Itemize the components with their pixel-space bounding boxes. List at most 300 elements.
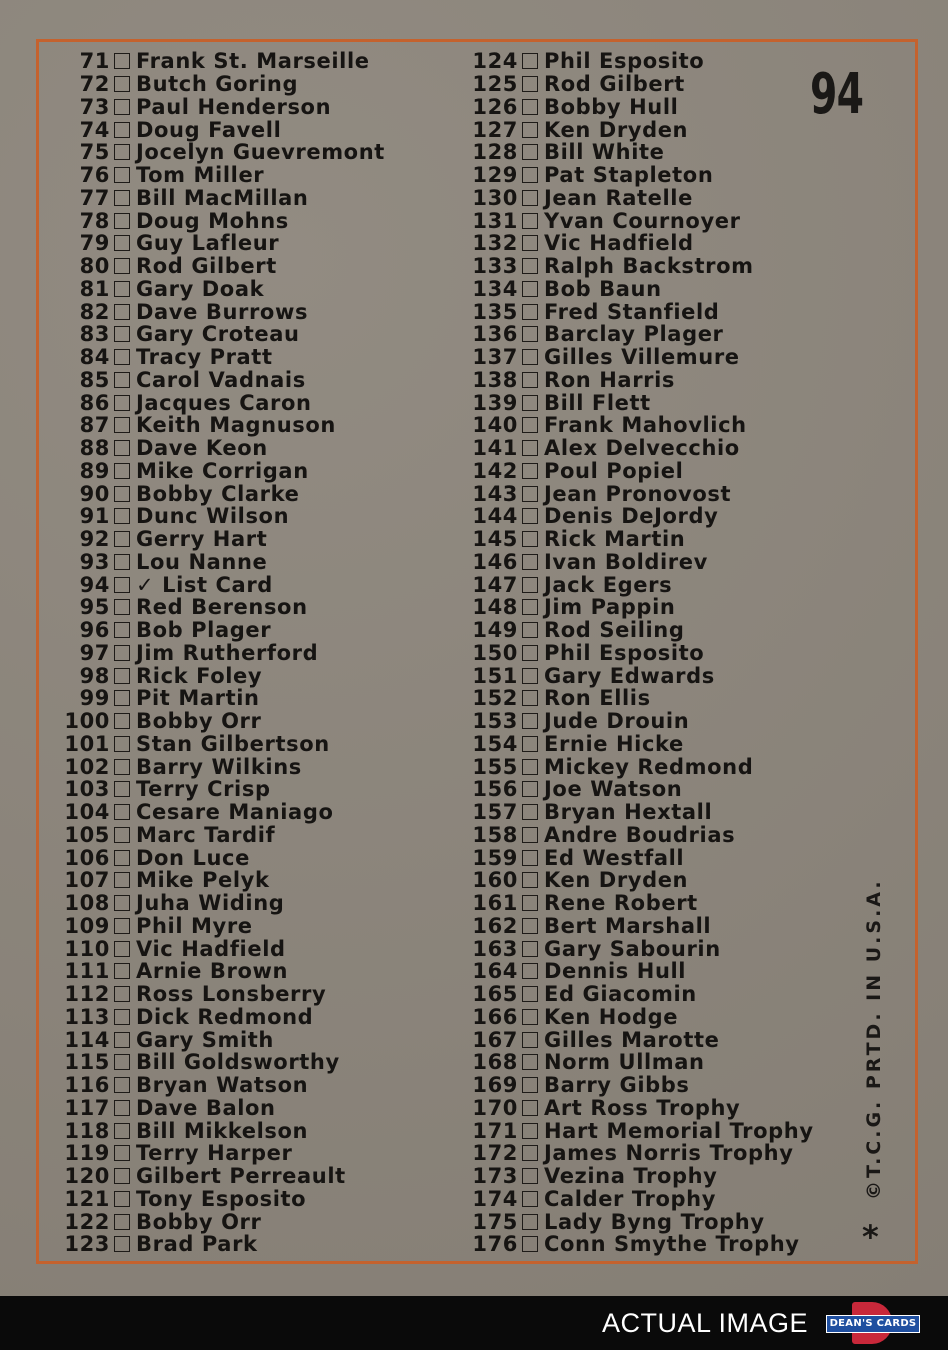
checklist-row <box>62 73 385 96</box>
checklist-row <box>62 687 385 710</box>
checklist-row <box>62 664 385 687</box>
player-name: Bryan Watson <box>136 1073 309 1098</box>
card-number-label: 104 <box>64 800 110 825</box>
checkbox[interactable] <box>114 190 130 206</box>
checkbox[interactable] <box>522 258 538 274</box>
player-name: Bobby Hull <box>544 94 679 119</box>
card-number-label: 72 <box>79 72 110 97</box>
player-name: Frank Mahovlich <box>544 413 747 438</box>
player-name: Jean Pronovost <box>544 481 732 506</box>
player-name: Tony Esposito <box>136 1186 307 1211</box>
checkbox[interactable] <box>522 850 538 866</box>
checklist-row <box>62 1051 385 1074</box>
checkbox[interactable] <box>522 213 538 229</box>
checklist-row <box>62 460 385 483</box>
checklist-row <box>62 232 385 255</box>
checkbox[interactable] <box>114 1214 130 1230</box>
player-name: Andre Boudrias <box>544 822 736 847</box>
player-name: Ralph Backstrom <box>544 254 754 279</box>
player-name: Dunc Wilson <box>136 504 290 529</box>
checkbox[interactable] <box>522 326 538 342</box>
checkbox[interactable] <box>522 827 538 843</box>
player-name: Gerry Hart <box>136 527 268 552</box>
player-name: Rod Seiling <box>544 618 685 643</box>
checkbox[interactable] <box>522 463 538 479</box>
checkbox[interactable] <box>522 1145 538 1161</box>
card-number-label: 77 <box>79 185 110 210</box>
player-name: Norm Ullman <box>544 1050 705 1075</box>
checklist-row <box>62 164 385 187</box>
checkbox[interactable] <box>522 1100 538 1116</box>
card-number-label: 176 <box>472 1232 518 1257</box>
checkbox[interactable] <box>522 941 538 957</box>
checklist-row <box>470 801 814 824</box>
checklist-row <box>470 1165 814 1188</box>
player-name: Dick Redmond <box>136 1004 314 1029</box>
checkbox[interactable] <box>114 349 130 365</box>
card-number-label: 100 <box>64 709 110 734</box>
player-name: Denis DeJordy <box>544 504 719 529</box>
checklist-row <box>470 1210 814 1233</box>
card-number-label: 137 <box>472 345 518 370</box>
checkbox[interactable] <box>522 1077 538 1093</box>
card-number-label: 142 <box>472 458 518 483</box>
card-number-label: 74 <box>79 117 110 142</box>
card-number-label: 120 <box>64 1164 110 1189</box>
checkbox[interactable] <box>114 417 130 433</box>
player-name: Bill Mikkelson <box>136 1118 309 1143</box>
checkbox[interactable] <box>522 531 538 547</box>
card-number-label: 75 <box>79 140 110 165</box>
player-name: Dave Burrows <box>136 299 309 324</box>
checkbox[interactable] <box>522 872 538 888</box>
checkbox[interactable] <box>522 736 538 752</box>
checklist-row <box>470 869 814 892</box>
checkbox[interactable] <box>522 781 538 797</box>
checkbox[interactable] <box>522 1009 538 1025</box>
player-name: Mike Pelyk <box>136 868 270 893</box>
checklist-row <box>62 369 385 392</box>
card-number-label: 149 <box>472 618 518 643</box>
player-name: Arnie Brown <box>136 959 289 984</box>
card-number-label: 123 <box>64 1232 110 1257</box>
card-number-label: 133 <box>472 254 518 279</box>
player-name: Jocelyn Guevremont <box>136 140 385 165</box>
checklist-row <box>470 778 814 801</box>
checkbox[interactable] <box>114 1236 130 1252</box>
card-number-label: 112 <box>64 982 110 1007</box>
checkbox[interactable] <box>114 167 130 183</box>
card-number-label: 173 <box>472 1164 518 1189</box>
checkbox[interactable] <box>114 1123 130 1139</box>
player-name: Doug Favell <box>136 117 282 142</box>
checkbox[interactable] <box>522 76 538 92</box>
checklist-row <box>470 937 814 960</box>
checklist-row <box>62 869 385 892</box>
checkbox[interactable] <box>522 804 538 820</box>
player-name: Bill Goldsworthy <box>136 1050 340 1075</box>
checklist-row <box>470 96 814 119</box>
checkbox[interactable] <box>522 1236 538 1252</box>
card-number-label: 167 <box>472 1027 518 1052</box>
card-number-label: 85 <box>79 367 110 392</box>
player-name: Barclay Plager <box>544 322 724 347</box>
player-name: Bill White <box>544 140 665 165</box>
checklist-row <box>62 1074 385 1097</box>
checkbox[interactable] <box>114 1168 130 1184</box>
checklist-row <box>62 278 385 301</box>
card-number-label: 159 <box>472 845 518 870</box>
checklist-row <box>62 255 385 278</box>
checkbox[interactable] <box>522 508 538 524</box>
card-number-label: 138 <box>472 367 518 392</box>
player-name: Calder Trophy <box>544 1186 716 1211</box>
checkbox[interactable] <box>114 440 130 456</box>
checklist-row <box>470 50 814 73</box>
checklist-row <box>62 96 385 119</box>
card-number-label: 96 <box>79 618 110 643</box>
player-name: Bobby Clarke <box>136 481 300 506</box>
player-name: Brad Park <box>136 1232 258 1257</box>
card-number-label: 165 <box>472 982 518 1007</box>
checkbox[interactable] <box>522 281 538 297</box>
checkbox[interactable] <box>114 895 130 911</box>
checkbox[interactable] <box>522 349 538 365</box>
checklist-row <box>62 960 385 983</box>
checklist-row <box>470 505 814 528</box>
checkbox[interactable] <box>522 395 538 411</box>
checkbox[interactable] <box>522 963 538 979</box>
player-name: Jacques Caron <box>136 390 312 415</box>
checklist-row <box>62 50 385 73</box>
checklist-row <box>62 1233 385 1256</box>
checkbox[interactable] <box>522 122 538 138</box>
player-name: Gary Sabourin <box>544 936 721 961</box>
card-number-label: 114 <box>64 1027 110 1052</box>
card-number-label: 102 <box>64 754 110 779</box>
player-name: Dennis Hull <box>544 959 687 984</box>
checkbox[interactable] <box>114 850 130 866</box>
player-name: Barry Wilkins <box>136 754 302 779</box>
checkbox[interactable] <box>114 804 130 820</box>
checkbox[interactable] <box>522 1191 538 1207</box>
player-name: Terry Harper <box>136 1141 293 1166</box>
checkbox[interactable] <box>522 599 538 615</box>
checkbox[interactable] <box>522 486 538 502</box>
checkbox[interactable] <box>114 53 130 69</box>
checklist-row <box>62 482 385 505</box>
checkbox[interactable] <box>114 122 130 138</box>
player-name: Vic Hadfield <box>136 936 286 961</box>
checklist-row <box>470 1097 814 1120</box>
card-number-label: 151 <box>472 663 518 688</box>
player-name: Pat Stapleton <box>544 163 714 188</box>
player-name: Bobby Orr <box>136 709 262 734</box>
checklist-row <box>470 1006 814 1029</box>
player-name: Don Luce <box>136 845 250 870</box>
player-name: Joe Watson <box>544 777 683 802</box>
checklist-row <box>62 619 385 642</box>
card-number-label: 116 <box>64 1073 110 1098</box>
checkbox[interactable] <box>114 622 130 638</box>
player-name: Ken Hodge <box>544 1004 679 1029</box>
player-name: Gilbert Perreault <box>136 1164 346 1189</box>
checklist-row <box>62 824 385 847</box>
checkbox[interactable] <box>522 1168 538 1184</box>
card-number-label: 97 <box>79 640 110 665</box>
checklist-row <box>470 733 814 756</box>
checklist-row <box>470 255 814 278</box>
checklist-row <box>470 209 814 232</box>
checkbox[interactable] <box>522 713 538 729</box>
checkbox[interactable] <box>522 577 538 593</box>
checkbox[interactable] <box>114 599 130 615</box>
checkbox[interactable] <box>522 99 538 115</box>
checklist-row <box>62 1165 385 1188</box>
checklist-row <box>62 1142 385 1165</box>
checkbox[interactable] <box>114 690 130 706</box>
checkbox[interactable] <box>114 1032 130 1048</box>
checklist-row <box>62 528 385 551</box>
checkbox[interactable] <box>522 144 538 160</box>
card-number-label: 161 <box>472 891 518 916</box>
checklist-row <box>470 687 814 710</box>
player-name: ✓ List Card <box>136 572 273 597</box>
card-number-label: 156 <box>472 777 518 802</box>
checkbox[interactable] <box>114 235 130 251</box>
card-number-label: 115 <box>64 1050 110 1075</box>
checkbox[interactable] <box>114 531 130 547</box>
player-name: Jim Pappin <box>544 595 676 620</box>
checkbox[interactable] <box>522 167 538 183</box>
logo-text: DEAN'S CARDS <box>826 1315 920 1333</box>
card-number-label: 131 <box>472 208 518 233</box>
card-number-label: 98 <box>79 663 110 688</box>
card-number-label: 105 <box>64 822 110 847</box>
checklist-row <box>62 346 385 369</box>
checkbox[interactable] <box>522 372 538 388</box>
card-number-label: 157 <box>472 800 518 825</box>
card-number-label: 90 <box>79 481 110 506</box>
player-name: Rene Robert <box>544 891 698 916</box>
player-name: Carol Vadnais <box>136 367 306 392</box>
checkbox[interactable] <box>114 645 130 661</box>
card-number-label: 84 <box>79 345 110 370</box>
checkbox[interactable] <box>114 99 130 115</box>
checkbox[interactable] <box>522 304 538 320</box>
checklist-row <box>470 118 814 141</box>
card-number-label: 145 <box>472 527 518 552</box>
checkbox[interactable] <box>114 872 130 888</box>
player-name: Guy Lafleur <box>136 231 280 256</box>
checkbox[interactable] <box>522 622 538 638</box>
player-name: Rod Gilbert <box>136 254 277 279</box>
player-name: Stan Gilbertson <box>136 731 330 756</box>
checkbox[interactable] <box>114 963 130 979</box>
player-name: Yvan Cournoyer <box>544 208 741 233</box>
checkbox[interactable] <box>114 508 130 524</box>
card-number-label: 170 <box>472 1095 518 1120</box>
player-name: Gilles Villemure <box>544 345 740 370</box>
checkbox[interactable] <box>114 326 130 342</box>
card-number-label: 166 <box>472 1004 518 1029</box>
checkbox[interactable] <box>522 668 538 684</box>
card-number-label: 121 <box>64 1186 110 1211</box>
checklist-row <box>62 209 385 232</box>
checklist-row <box>62 846 385 869</box>
checkbox[interactable] <box>114 781 130 797</box>
card-number-label: 125 <box>472 72 518 97</box>
checklist-right-column <box>470 50 814 1256</box>
checkbox[interactable] <box>522 1123 538 1139</box>
card-number-label: 106 <box>64 845 110 870</box>
checklist-row <box>62 391 385 414</box>
checkbox[interactable] <box>114 281 130 297</box>
checkbox[interactable] <box>114 1191 130 1207</box>
player-name: Tom Miller <box>136 163 265 188</box>
player-name: Conn Smythe Trophy <box>544 1232 800 1257</box>
checklist-row <box>470 300 814 323</box>
card-number-label: 117 <box>64 1095 110 1120</box>
checkbox[interactable] <box>522 645 538 661</box>
checkbox[interactable] <box>522 1032 538 1048</box>
player-name: Gary Doak <box>136 276 265 301</box>
checklist-row <box>470 369 814 392</box>
card-number-label: 119 <box>64 1141 110 1166</box>
card-number-label: 87 <box>79 413 110 438</box>
player-name: Red Berenson <box>136 595 308 620</box>
checklist-row <box>62 1028 385 1051</box>
card-number-label: 141 <box>472 436 518 461</box>
checkbox[interactable] <box>522 440 538 456</box>
checkbox[interactable] <box>522 554 538 570</box>
checkbox[interactable] <box>114 258 130 274</box>
checkbox[interactable] <box>522 895 538 911</box>
checklist-row <box>470 460 814 483</box>
checkbox[interactable] <box>522 417 538 433</box>
checklist-row <box>470 710 814 733</box>
checkbox[interactable] <box>114 463 130 479</box>
card-number-label: 146 <box>472 549 518 574</box>
checkbox[interactable] <box>522 918 538 934</box>
checkbox[interactable] <box>114 1009 130 1025</box>
asterisk-mark: * <box>862 1218 879 1256</box>
card-number-label: 103 <box>64 777 110 802</box>
checkbox[interactable] <box>522 235 538 251</box>
player-name: Alex Delvecchio <box>544 436 740 461</box>
checklist-row <box>62 573 385 596</box>
deans-cards-logo <box>826 1302 920 1344</box>
checkbox[interactable] <box>114 668 130 684</box>
card-number-label: 150 <box>472 640 518 665</box>
player-name: Jim Rutherford <box>136 640 319 665</box>
checkbox[interactable] <box>114 1077 130 1093</box>
checkbox[interactable] <box>114 213 130 229</box>
player-name: Ron Harris <box>544 367 676 392</box>
player-name: Art Ross Trophy <box>544 1095 741 1120</box>
checkbox[interactable] <box>114 144 130 160</box>
checklist-row <box>62 642 385 665</box>
checkbox[interactable] <box>114 736 130 752</box>
checkbox[interactable] <box>114 986 130 1002</box>
checklist-row <box>62 801 385 824</box>
checkbox[interactable] <box>114 76 130 92</box>
checklist-left-column <box>62 50 385 1256</box>
player-name: Bryan Hextall <box>544 800 713 825</box>
checklist-row <box>470 1233 814 1256</box>
checkbox[interactable] <box>522 1054 538 1070</box>
checklist-row <box>470 915 814 938</box>
checklist-row <box>470 232 814 255</box>
checkbox[interactable] <box>522 759 538 775</box>
player-name: Cesare Maniago <box>136 800 334 825</box>
card-number-label: 122 <box>64 1209 110 1234</box>
checklist-row <box>470 141 814 164</box>
checkbox[interactable] <box>114 577 130 593</box>
checkbox[interactable] <box>114 486 130 502</box>
card-number-label: 135 <box>472 299 518 324</box>
player-name: Terry Crisp <box>136 777 271 802</box>
player-name: Hart Memorial Trophy <box>544 1118 814 1143</box>
checkbox[interactable] <box>522 1214 538 1230</box>
player-name: Tracy Pratt <box>136 345 273 370</box>
checkbox[interactable] <box>522 986 538 1002</box>
checklist-row <box>62 437 385 460</box>
checkbox[interactable] <box>114 304 130 320</box>
checklist-row <box>62 300 385 323</box>
checklist-row <box>62 596 385 619</box>
card-number-label: 89 <box>79 458 110 483</box>
checkbox[interactable] <box>114 918 130 934</box>
checkbox[interactable] <box>114 1054 130 1070</box>
checklist-row <box>470 1142 814 1165</box>
checkbox[interactable] <box>114 1100 130 1116</box>
card-number-label: 124 <box>472 49 518 74</box>
checklist-row <box>470 551 814 574</box>
checkbox[interactable] <box>114 827 130 843</box>
card-number-label: 107 <box>64 868 110 893</box>
player-name: Keith Magnuson <box>136 413 336 438</box>
checklist-row <box>470 573 814 596</box>
player-name: Ernie Hicke <box>544 731 684 756</box>
checklist-row <box>470 187 814 210</box>
card-number-label: 94 <box>79 572 110 597</box>
card-number-label: 154 <box>472 731 518 756</box>
checkbox[interactable] <box>114 1145 130 1161</box>
card-number-label: 78 <box>79 208 110 233</box>
checklist-row <box>62 1119 385 1142</box>
player-name: Lady Byng Trophy <box>544 1209 765 1234</box>
card-number-label: 110 <box>64 936 110 961</box>
checklist-row <box>470 346 814 369</box>
checkbox[interactable] <box>114 941 130 957</box>
player-name: Mike Corrigan <box>136 458 309 483</box>
player-name: Marc Tardif <box>136 822 276 847</box>
checkbox[interactable] <box>114 759 130 775</box>
checkbox[interactable] <box>522 53 538 69</box>
checkbox[interactable] <box>114 713 130 729</box>
player-name: Jean Ratelle <box>544 185 693 210</box>
checkbox[interactable] <box>522 190 538 206</box>
checklist-row <box>470 892 814 915</box>
card-number-label: 109 <box>64 913 110 938</box>
checkbox[interactable] <box>114 395 130 411</box>
checklist-row <box>62 1188 385 1211</box>
checkbox[interactable] <box>114 372 130 388</box>
checkbox[interactable] <box>522 690 538 706</box>
card-number-label: 92 <box>79 527 110 552</box>
checkbox[interactable] <box>114 554 130 570</box>
